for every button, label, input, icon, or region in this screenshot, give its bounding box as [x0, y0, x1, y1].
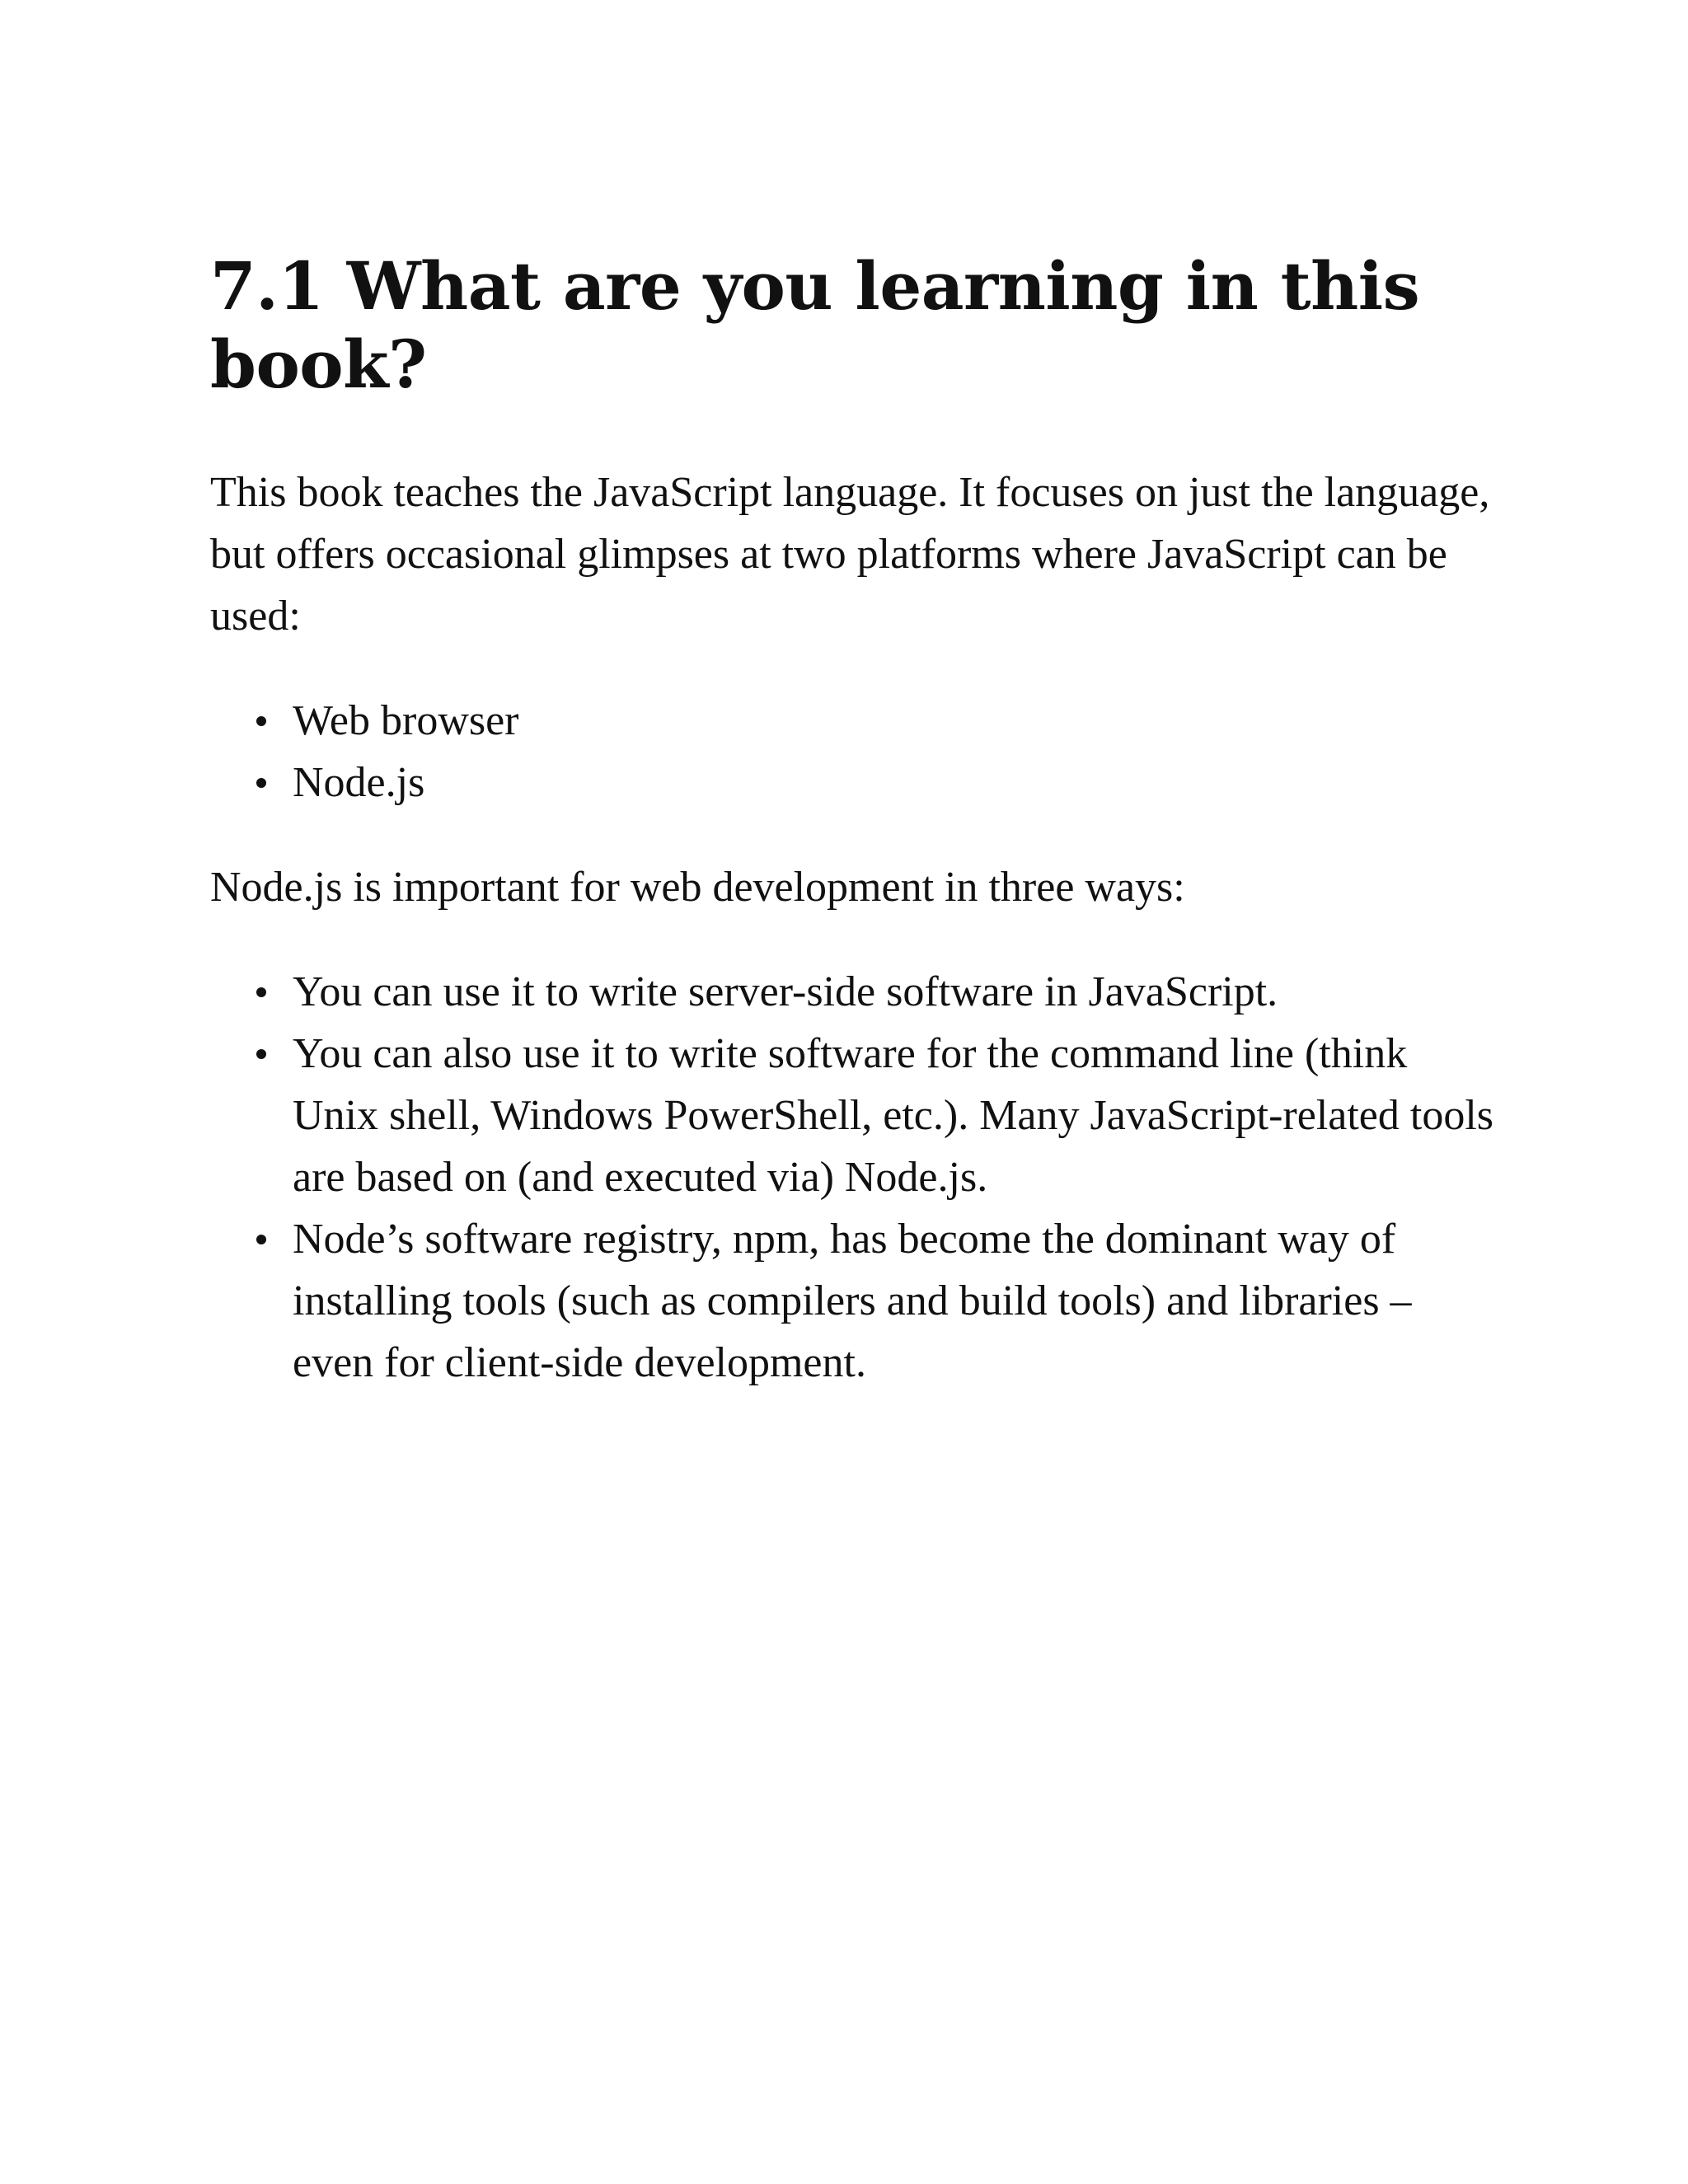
intro-paragraph: This book teaches the JavaScript language. It focuses on just the language, but offers occasional glimpses at two platforms where JavaScript can be used: — [210, 469, 1490, 640]
nodejs-way-text: You can also use it to write software for the command line (think Unix shell, Windows PowerShell, etc.). Many JavaScript-related tools are based on (and executed via) Node.js. — [293, 1030, 1494, 1201]
list-item — [210, 690, 1496, 752]
bullet-icon — [256, 778, 266, 788]
bullet-icon — [256, 716, 266, 726]
section-title: What are you learning in this book? — [210, 247, 1420, 403]
list-item — [210, 961, 1496, 1023]
list-item — [210, 1208, 1496, 1394]
platform-item-label: Web browser — [293, 697, 519, 744]
page-content — [210, 247, 1496, 1436]
section-number: 7.1 — [210, 247, 324, 325]
nodejs-intro-paragraph: Node.js is important for web development in three ways: — [210, 864, 1185, 911]
platform-item-label: Node.js — [293, 759, 425, 806]
section-heading — [210, 247, 1496, 404]
bullet-icon — [256, 1049, 266, 1059]
list-item — [210, 1023, 1496, 1208]
nodejs-ways-list — [210, 961, 1496, 1394]
bullet-icon — [256, 1235, 266, 1244]
platform-list — [210, 690, 1496, 813]
bullet-icon — [256, 987, 266, 997]
nodejs-way-text: You can use it to write server-side software in JavaScript. — [293, 968, 1278, 1015]
list-item — [210, 752, 1496, 813]
nodejs-way-text: Node’s software registry, npm, has become the dominant way of installing tools (such as compilers and build tools) and libraries – even for client-side development. — [293, 1216, 1412, 1386]
